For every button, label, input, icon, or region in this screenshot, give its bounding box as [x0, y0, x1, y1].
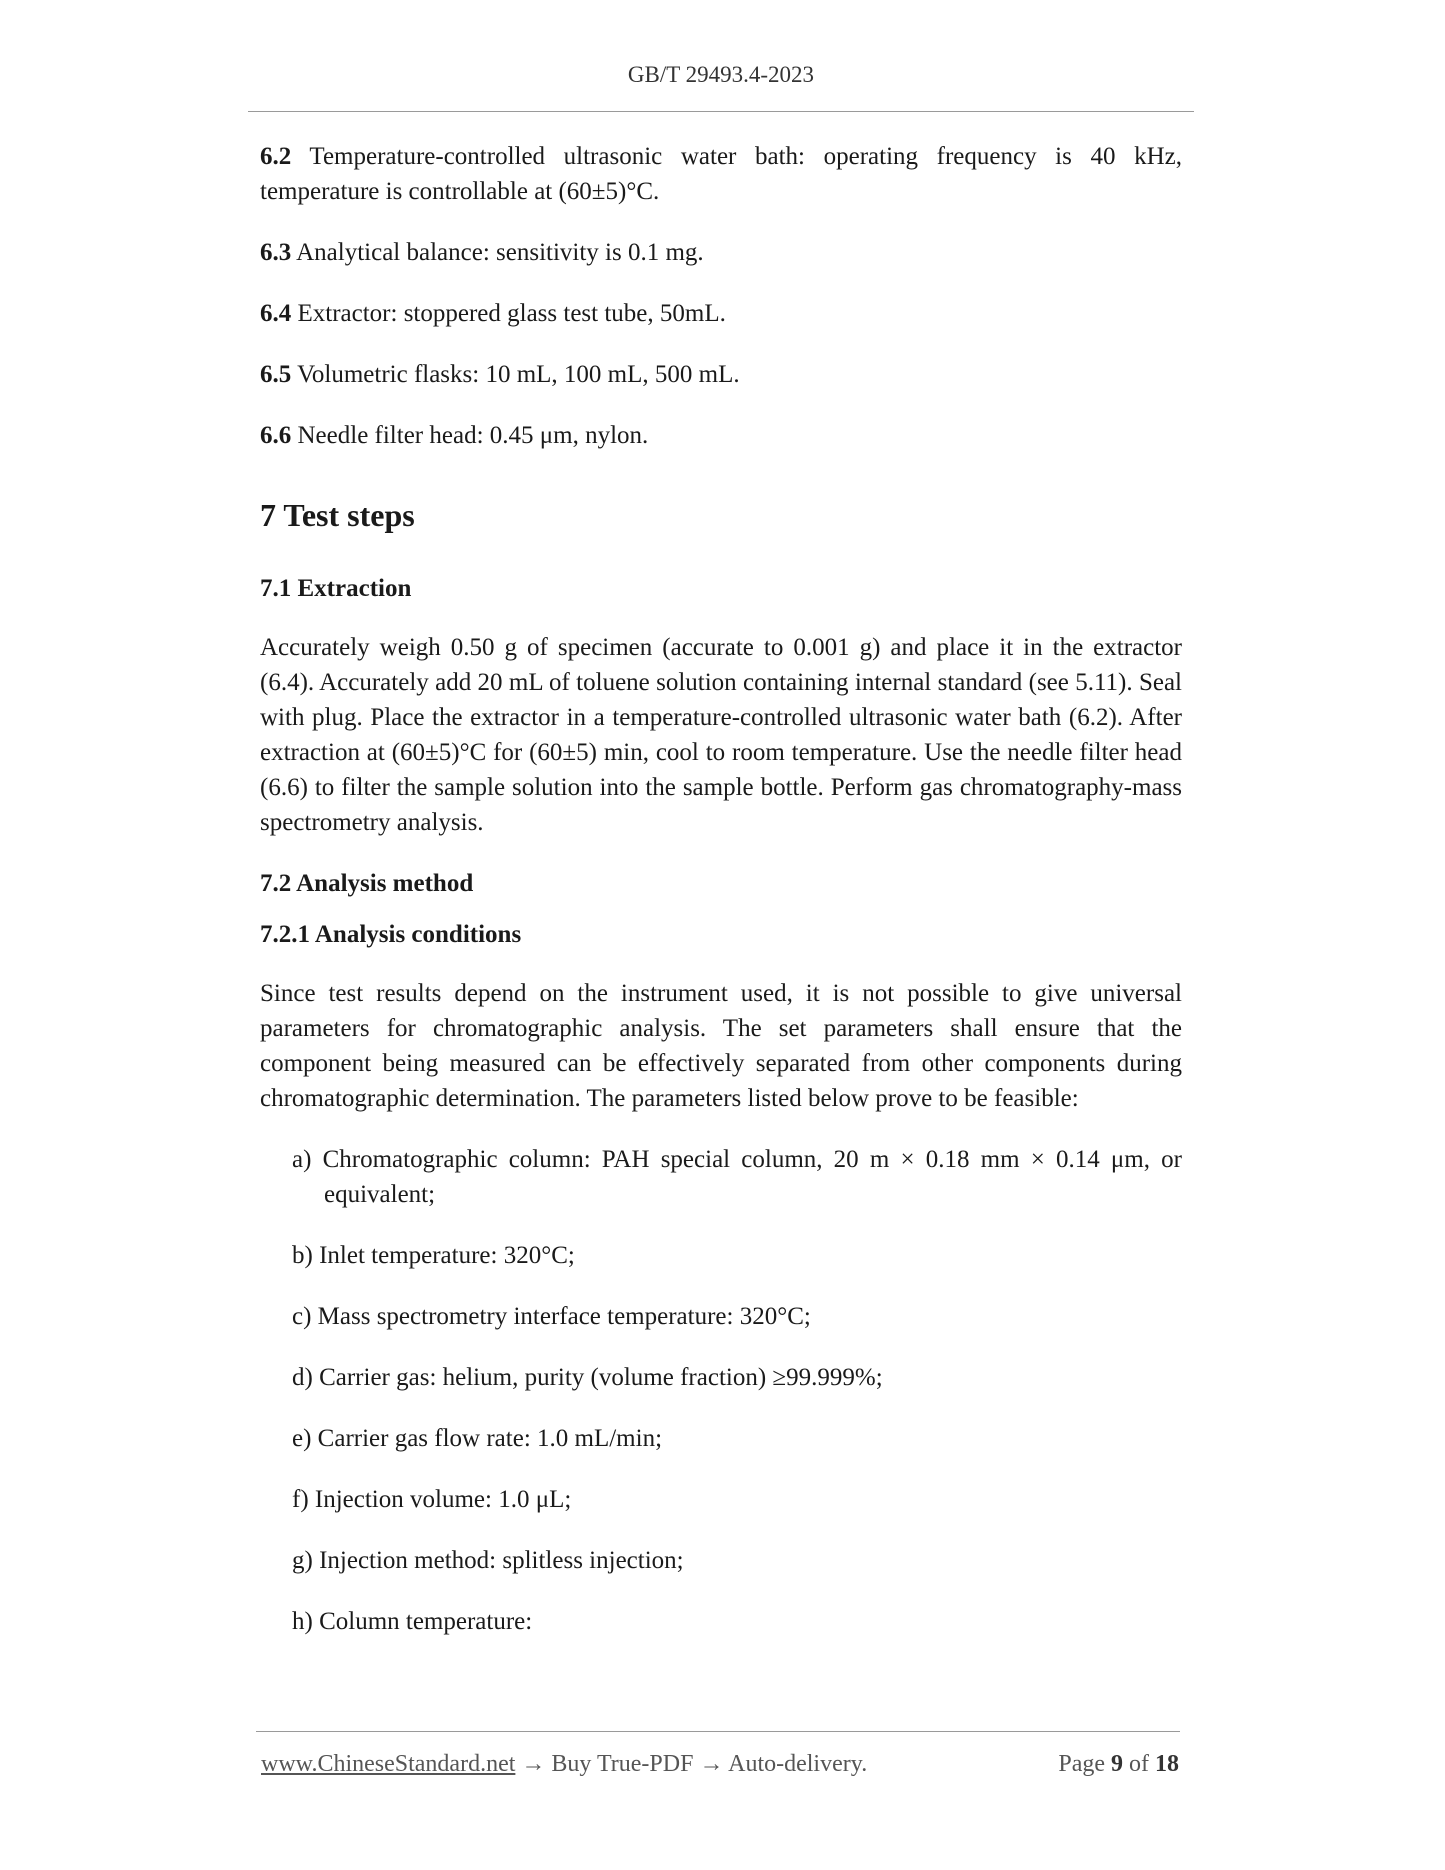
- clause-text: Extractor: stoppered glass test tube, 50mL.: [297, 300, 726, 327]
- section-7-2-1-text: Since test results depend on the instrument used, it is not possible to give universal parameters for chromatographic analysis. The set parameters shall ensure that the component being measured can be effectively separated from other components during chromatographic determination. The parameters listed below prove to be feasible:: [260, 980, 1182, 1112]
- header-divider: [248, 111, 1194, 112]
- page-number: 9: [1111, 1751, 1123, 1777]
- section-7-2-heading: 7.2 Analysis method: [260, 870, 474, 897]
- clause-number: 6.5: [260, 361, 292, 388]
- of-label: of: [1129, 1751, 1149, 1777]
- clause-6-6: [260, 418, 1182, 453]
- clause-text: Analytical balance: sensitivity is 0.1 mg.: [296, 239, 704, 266]
- condition-item-a: a) Chromatographic column: PAH special column, 20 m × 0.18 mm × 0.14 μm, or equivalent;: [292, 1146, 1182, 1208]
- clause-number: 6.2: [260, 143, 292, 170]
- clause-number: 6.3: [260, 239, 292, 266]
- site-link[interactable]: www.ChineseStandard.net: [261, 1751, 516, 1777]
- condition-item-f: f) Injection volume: 1.0 μL;: [292, 1486, 572, 1513]
- section-7-1-heading: 7.1 Extraction: [260, 575, 412, 602]
- clause-6-4: [260, 296, 1182, 331]
- document-header: GB/T 29493.4-2023: [627, 62, 815, 87]
- section-7-2-1-heading: 7.2.1 Analysis conditions: [260, 921, 522, 948]
- footer-tagline: → Buy True-PDF → Auto-delivery.: [515, 1751, 868, 1777]
- clause-number: 6.6: [260, 422, 292, 449]
- page-content: [260, 139, 1182, 1665]
- clause-text: Temperature-controlled ultrasonic water bath: operating frequency is 40 kHz, temperature is controllable at (60±5)°C.: [260, 143, 1182, 205]
- footer-divider: [256, 1731, 1180, 1732]
- page-total: 18: [1155, 1751, 1179, 1777]
- section-7-heading: 7 Test steps: [260, 497, 415, 533]
- condition-item-c: c) Mass spectrometry interface temperature: 320°C;: [292, 1303, 811, 1330]
- page-indicator: [1058, 1751, 1179, 1778]
- condition-item-g: g) Injection method: splitless injection;: [292, 1547, 684, 1574]
- footer-promo: [261, 1751, 867, 1778]
- page-footer: [261, 1751, 1179, 1778]
- page-label: Page: [1058, 1751, 1105, 1777]
- clause-text: Needle filter head: 0.45 μm, nylon.: [297, 422, 649, 449]
- clause-text: Volumetric flasks: 10 mL, 100 mL, 500 mL.: [297, 361, 740, 388]
- condition-item-e: e) Carrier gas flow rate: 1.0 mL/min;: [292, 1425, 663, 1452]
- clause-6-5: [260, 357, 1182, 392]
- condition-item-d: d) Carrier gas: helium, purity (volume fraction) ≥99.999%;: [292, 1364, 883, 1391]
- clause-number: 6.4: [260, 300, 292, 327]
- condition-item-h: h) Column temperature:: [292, 1608, 533, 1635]
- clause-6-3: [260, 235, 1182, 270]
- section-7-1-text: Accurately weigh 0.50 g of specimen (accurate to 0.001 g) and place it in the extractor (6.4). Accurately add 20 mL of toluene solution containing internal standard (see 5.11). Seal with plug. Place the extractor in a temperature-controlled ultrasonic water bath (6.2). After extraction at (60±5)°C for (60±5) min, cool to room temperature. Use the needle filter head (6.6) to filter the sample solution into the sample bottle. Perform gas chromatography-mass spectrometry analysis.: [260, 634, 1182, 836]
- condition-item-b: b) Inlet temperature: 320°C;: [292, 1242, 575, 1269]
- clause-6-2: [260, 139, 1182, 209]
